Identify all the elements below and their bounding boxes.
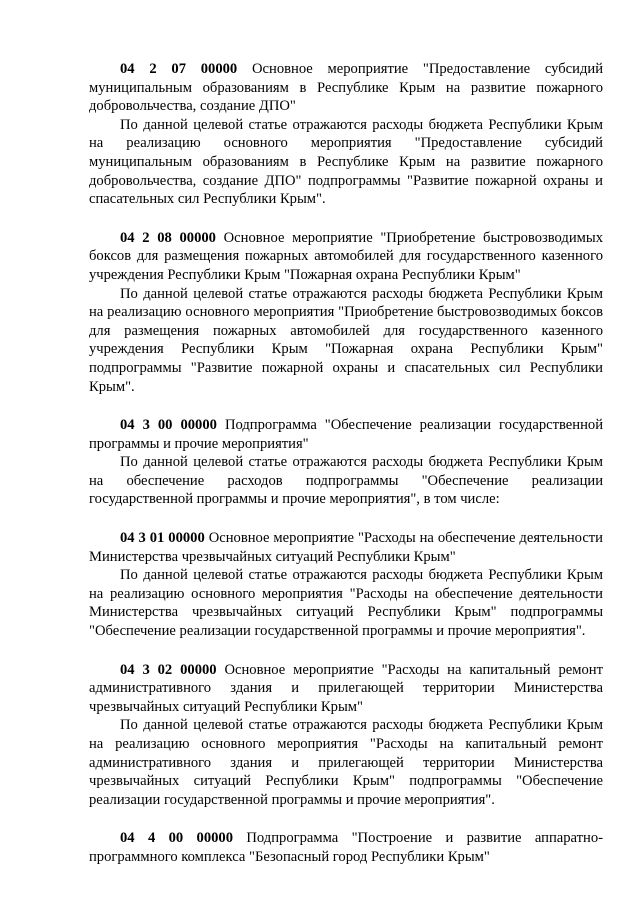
- section-heading: [89, 529, 603, 566]
- section-04-2-07: [89, 60, 603, 209]
- heading-text: Подпрограмма "Обеспечение реализации государственной программы и прочие мероприятия": [89, 417, 603, 452]
- section-description: По данной целевой статье отражаются расходы бюджета Республики Крым на реализацию основного мероприятия "Расходы на капитальный ремонт административного здания и прилегающей территории Министерства чрезвычайных ситуаций Республики Крым" подпрограммы "Обеспечение реализации государственной программы и прочие мероприятия".: [89, 717, 603, 808]
- document-page: [89, 60, 603, 887]
- budget-code: 04 3 02 00000: [120, 661, 217, 678]
- section-04-3-01: [89, 529, 603, 641]
- heading-text: Основное мероприятие "Предоставление субсидий муниципальным образованиям в Республике Крым на развитие пожарного добровольчества, создание ДПО": [89, 61, 604, 115]
- heading-text: Основное мероприятие "Приобретение быстровозводимых боксов для размещения пожарных автомобилей для государственного казенного учреждения Республики Крым "Пожарная охрана Республики Крым": [89, 229, 604, 283]
- section-heading: [89, 60, 603, 116]
- section-description: По данной целевой статье отражаются расходы бюджета Республики Крым на реализацию основного мероприятия "Приобретение быстровозводимых боксов для размещения пожарных автомобилей для государственного казенного учреждения Республики Крым "Пожарная охрана Республики Крым" подпрограммы "Развитие пожарной охраны и спасательных сил Республики Крым".: [89, 285, 603, 395]
- budget-code: 04 2 08 00000: [120, 229, 216, 246]
- section-04-2-08: [89, 229, 603, 396]
- section-heading: [89, 829, 603, 866]
- section-04-3-00: [89, 416, 603, 509]
- budget-code: 04 3 00 00000: [120, 417, 217, 434]
- budget-code: 04 2 07 00000: [120, 61, 238, 77]
- heading-text: Основное мероприятие "Расходы на капитальный ремонт административного здания и прилегающей территории Министерства чрезвычайных ситуаций Республики Крым": [89, 661, 603, 715]
- section-heading: [89, 416, 603, 453]
- heading-text: Основное мероприятие "Расходы на обеспечение деятельности Министерства чрезвычайных ситуаций Республики Крым": [89, 530, 603, 565]
- section-description: По данной целевой статье отражаются расходы бюджета Республики Крым на обеспечение расходов подпрограммы "Обеспечение реализации государственной программы и прочие мероприятия", в том числе:: [89, 454, 603, 508]
- section-04-3-02: [89, 661, 603, 810]
- section-description: По данной целевой статье отражаются расходы бюджета Республики Крым на реализацию основного мероприятия "Предоставление субсидий муниципальным образованиям в Республике Крым на развитие пожарного добровольчества, создание ДПО" подпрограммы "Развитие пожарной охраны и спасательных сил Республики Крым".: [89, 116, 603, 208]
- section-04-4-00: [89, 829, 603, 866]
- budget-code: 04 3 01 00000: [120, 530, 205, 547]
- section-heading: [89, 661, 603, 717]
- section-heading: [89, 229, 603, 285]
- budget-code: 04 4 00 00000: [120, 830, 234, 847]
- section-description: По данной целевой статье отражаются расходы бюджета Республики Крым на реализацию основного мероприятия "Расходы на обеспечение деятельности Министерства чрезвычайных ситуаций Республики Крым" подпрограммы "Обеспечение реализации государственной программы и прочие мероприятия".: [89, 567, 603, 640]
- heading-text: Подпрограмма "Построение и развитие аппаратно-программного комплекса "Безопасный город Республики Крым": [89, 830, 603, 865]
